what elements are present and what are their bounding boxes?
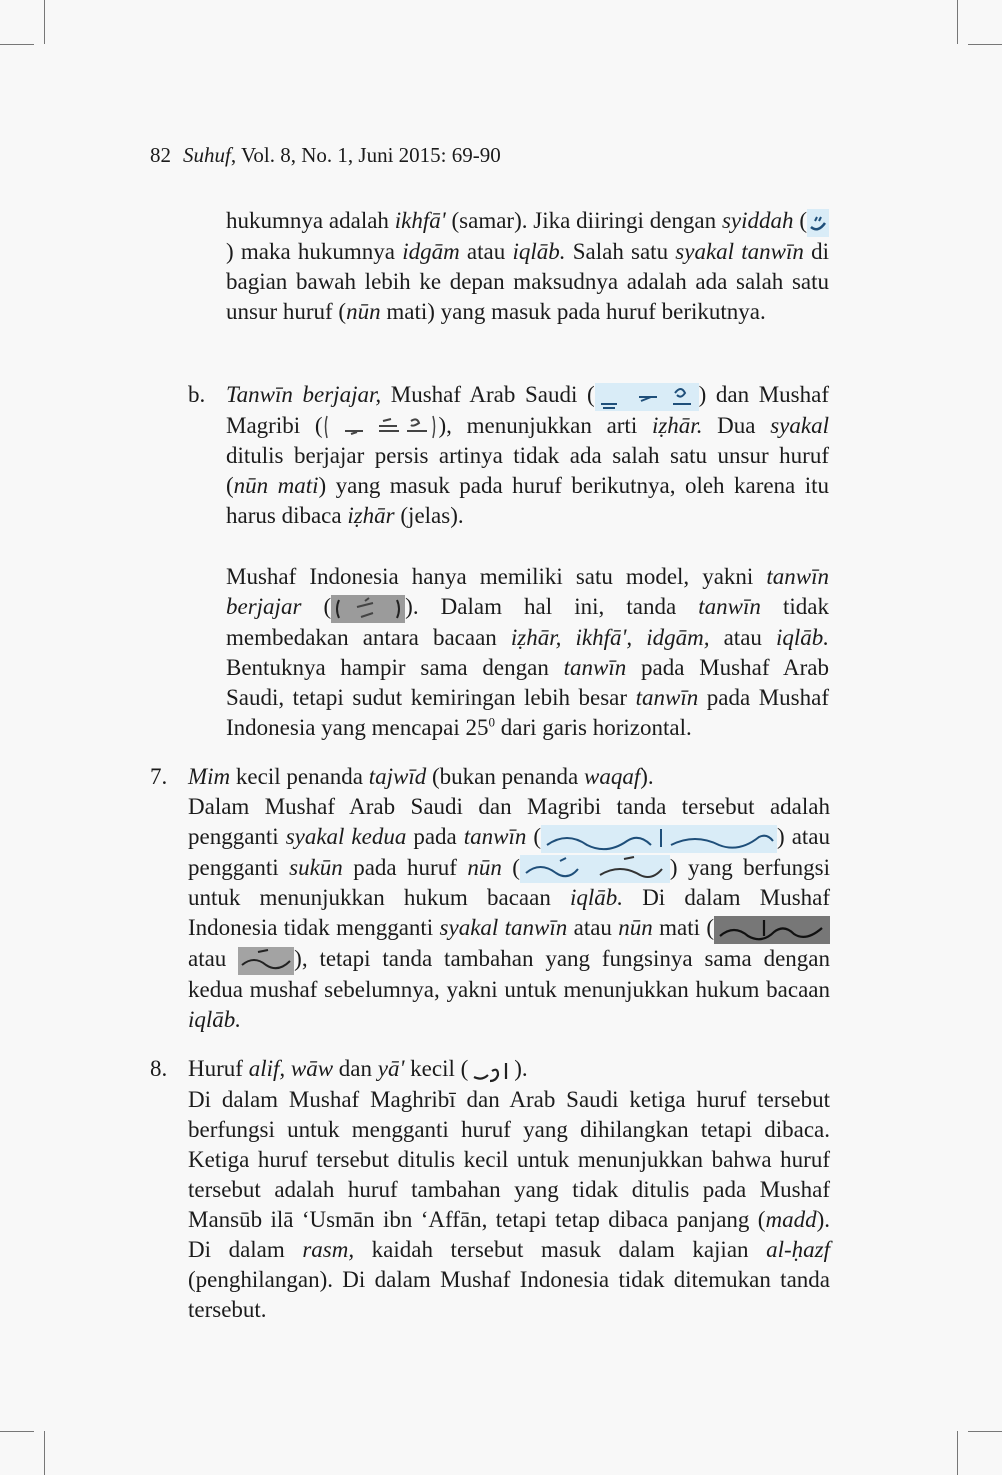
list-marker: 7. xyxy=(150,764,168,789)
shaddah-glyph-image xyxy=(807,209,829,237)
crop-mark xyxy=(0,1431,34,1432)
journal-issue: , Vol. 8, No. 1, Juni 2015: 69-90 xyxy=(230,143,501,167)
crop-mark xyxy=(968,1431,1002,1432)
list-item-7: Mim kecil penanda tajwīd (bukan penanda waqaf). Dalam Mushaf Arab Saudi dan Magribi tanda tersebut adalah pengganti syakal kedua pada tanwīn ( ) atau pengganti sukūn pada huruf nūn ( ) yang berfungsi untuk menunjukkan hukum bacaan iqlāb. Di dalam Mushaf Indonesia tidak mengganti syakal tanwīn atau nūn mati ( atau ), tetapi tanda tambahan yang fungsinya sama dengan kedua mushaf sebelumnya, yakni untuk menunjukkan hukum bacaan iqlāb. xyxy=(188,764,831,1032)
crop-mark xyxy=(968,44,1002,45)
arabic-lanasfaan-glyph-image xyxy=(541,825,777,853)
arabic-lanasfaan-indonesia-glyph-image xyxy=(714,916,830,944)
small-alif-waw-ya-glyph-image xyxy=(468,1057,514,1085)
crop-mark xyxy=(44,1431,45,1475)
tanwin-magribi-glyph-image xyxy=(323,413,439,441)
crop-mark xyxy=(957,1431,958,1475)
list-item-b: Tanwīn berjajar, Mushaf Arab Saudi ( ) dan Mushaf Magribi ( ), menunjukkan arti iẓhār. Dua syakal ditulis berjajar persis artinya tidak ada salah satu unsur huruf (nūn mati) yang masuk pada huruf berikutnya, oleh karena itu harus dibaca iẓhār (jelas). xyxy=(226,382,829,529)
arabic-layunbazanna-indonesia-glyph-image xyxy=(238,947,294,975)
paragraph-mushaf-indonesia: Mushaf Indonesia hanya memiliki satu model, yakni tanwīn berjajar ( ). Dalam hal ini, tanda tanwīn tidak membedakan antara bacaan iẓhār, ikhfā', idgām, atau iqlāb. Bentuknya hampir sama dengan tanwīn pada Mushaf Arab Saudi, tetapi sudut kemiringan lebih besar tanwīn pada Mushaf Indonesia yang mencapai $25^0$ dari garis horizontal. xyxy=(226,564,830,740)
list-marker: b. xyxy=(188,382,206,407)
crop-mark xyxy=(44,0,45,44)
page-number: 82 xyxy=(150,143,171,167)
journal-name: Suhuf xyxy=(183,143,231,167)
list-item-8: Huruf alif, wāw dan yā' kecil ( ). Di dalam Mushaf Maghribī dan Arab Saudi ketiga huruf tersebut berfungsi untuk mengganti huruf yang dihilangkan tetapi dibaca. Ketiga huruf tersebut ditulis kecil untuk menunjukkan bahwa huruf tersebut adalah huruf tambahan yang tidak ditulis pada Mushaf Mansūb ilā ‘Usmān ibn ‘Affān, tetapi tetap dibaca panjang (madd). Di dalam rasm, kaidah tersebut masuk dalam kajian al-ḥazf (penghilangan). Di dalam Mushaf Indonesia tidak ditemukan tanda tersebut. xyxy=(188,1056,830,1322)
tanwin-saudi-glyph-image xyxy=(595,383,699,411)
crop-mark xyxy=(0,44,34,45)
list-marker: 8. xyxy=(150,1056,168,1081)
crop-mark xyxy=(957,0,958,44)
running-header xyxy=(150,142,501,168)
paragraph-continuation: hukumnya adalah ikhfā' (samar). Jika diiringi dengan syiddah ( ) maka hukumnya idgām atau iqlāb. Salah satu syakal tanwīn di bagian bawah lebih ke depan maksudnya adalah ada salah satu unsur huruf (nūn mati) yang masuk pada huruf berikutnya. xyxy=(226,208,829,324)
arabic-layunbazanna-glyph-image xyxy=(520,855,670,883)
tanwin-indonesia-glyph-image xyxy=(331,595,405,623)
